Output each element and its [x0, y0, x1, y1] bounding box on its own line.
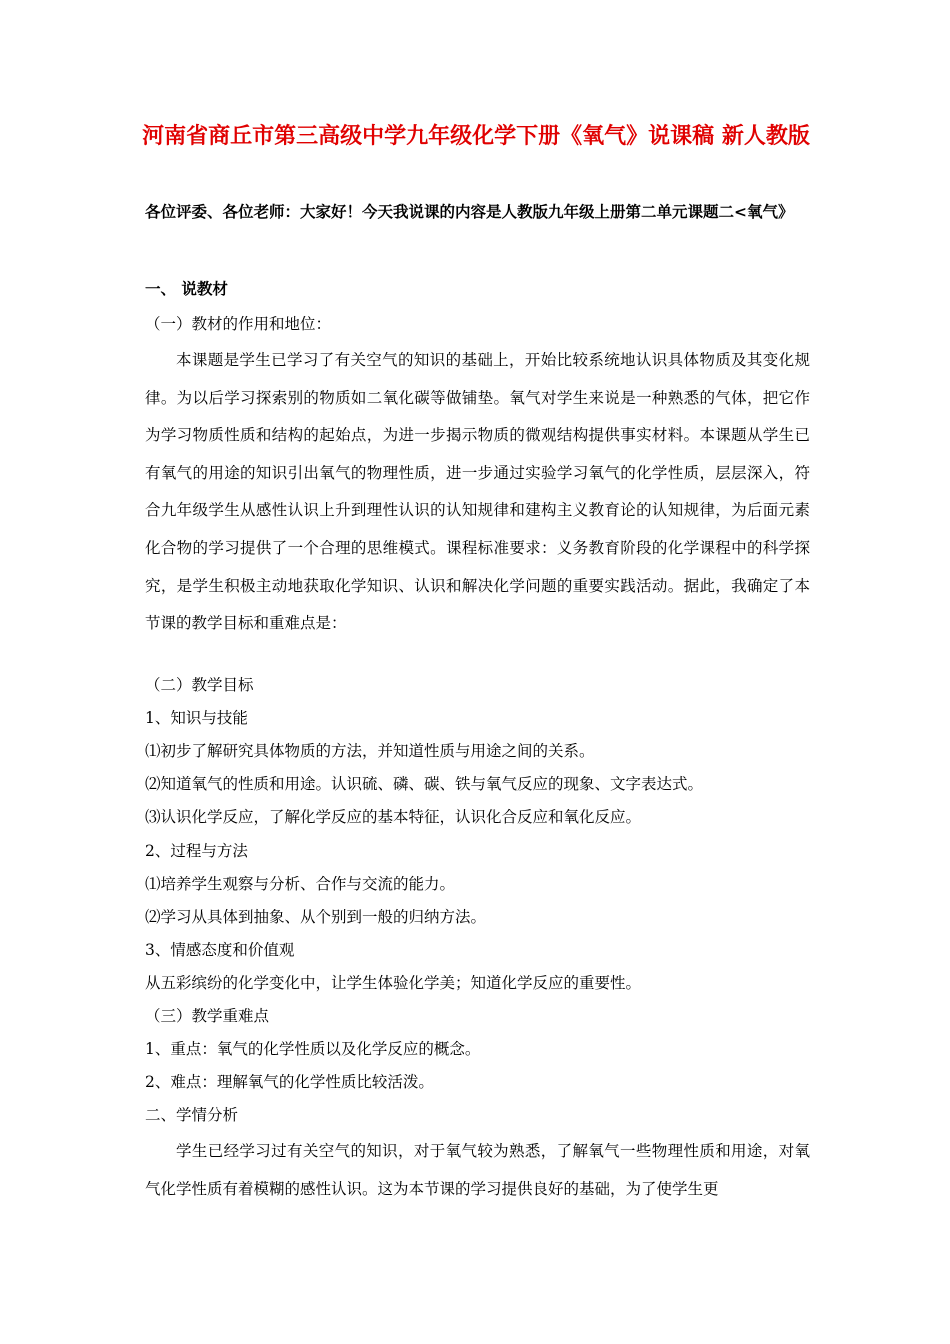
- section1-heading: 一、 说教材: [145, 280, 228, 298]
- goal3-heading: 3、情感态度和价值观: [145, 941, 295, 959]
- sub2-heading: （二）教学目标: [145, 676, 254, 694]
- greeting-text: 各位评委、各位老师：大家好！今天我说课的内容是人教版九年级上册第二单元课题二<氧气》: [145, 203, 794, 221]
- goal1-item: ⑵知道氧气的性质和用途。认识硫、磷、碳、铁与氧气反应的现象、文字表达式。: [145, 775, 704, 793]
- document-title: 河南省商丘市第三高级中学九年级化学下册《氧气》说课稿 新人教版: [142, 124, 810, 149]
- sub3-heading: （三）教学重难点: [145, 1007, 270, 1025]
- section2-heading: 二、学情分析: [145, 1106, 239, 1124]
- goal1-heading: 1、知识与技能: [145, 709, 248, 727]
- key-point: 1、重点：氧气的化学性质以及化学反应的概念。: [145, 1040, 481, 1058]
- goal2-item: ⑵学习从具体到抽象、从个别到一般的归纳方法。: [145, 908, 487, 926]
- sub1-paragraph: 本课题是学生已学习了有关空气的知识的基础上，开始比较系统地认识具体物质及其变化规律。为以后学习探索别的物质如二氧化碳等做铺垫。氧气对学生来说是一种熟悉的气体，把它作为学习物质性质和结构的起始点，为进一步揭示物质的微观结构提供事实材料。本课题从学生已有氧气的用途的知识引出氧气的物理性质，进一步通过实验学习氧气的化学性质，层层深入，符合九年级学生从感性认识上升到理性认识的认知规律和建构主义教育论的认知规律，为后面元素化合物的学习提供了一个合理的思维模式。课程标准要求：义务教育阶段的化学课程中的科学探究，是学生积极主动地获取化学知识、认识和解决化学问题的重要实践活动。据此，我确定了本节课的教学目标和重难点是：: [145, 351, 810, 633]
- goal1-item: ⑴初步了解研究具体物质的方法，并知道性质与用途之间的关系。: [145, 742, 595, 760]
- goal1-item: ⑶认识化学反应，了解化学反应的基本特征，认识化合反应和氧化反应。: [145, 808, 642, 826]
- section2-paragraph: 学生已经学习过有关空气的知识，对于氧气较为熟悉，了解氧气一些物理性质和用途，对氧气化学性质有着模糊的感性认识。这为本节课的学习提供良好的基础，为了使学生更: [145, 1142, 810, 1198]
- goal2-item: ⑴培养学生观察与分析、合作与交流的能力。: [145, 875, 456, 893]
- difficult-point: 2、难点：理解氧气的化学性质比较活泼。: [145, 1073, 434, 1091]
- goal3-text: 从五彩缤纷的化学变化中，让学生体验化学美；知道化学反应的重要性。: [145, 974, 642, 992]
- goal2-heading: 2、过程与方法: [145, 842, 248, 860]
- sub1-heading: （一）教材的作用和地位：: [145, 315, 332, 333]
